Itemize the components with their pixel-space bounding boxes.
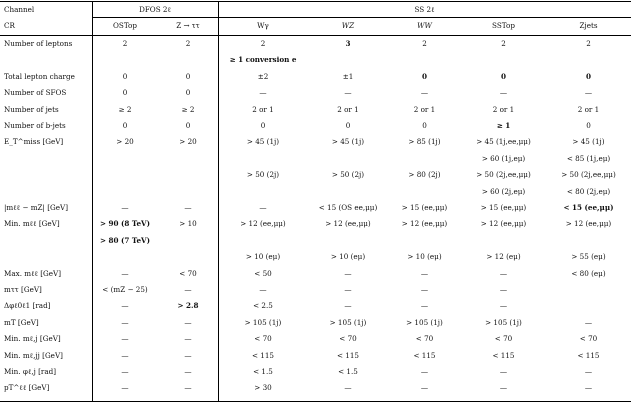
table-cell: — — [184, 285, 192, 294]
table-cell: > 105 (1j) — [329, 317, 367, 327]
table-cell: — — [420, 285, 429, 294]
table-cell: > 12 (ee,μμ) — [401, 219, 448, 229]
table-cell: — — [344, 285, 352, 294]
group-ss: SS 2ℓ — [414, 5, 435, 14]
table-cell: — — [259, 285, 267, 294]
table-cell: < 70 — [179, 268, 197, 278]
table-cell — [546, 233, 631, 249]
row-label: |mℓℓ − mZ| [GeV] — [4, 203, 69, 212]
table-cell: > 80 (7 TeV) — [99, 235, 150, 245]
table-cell — [308, 184, 388, 200]
table-cell: > 10 (eμ) — [407, 252, 442, 262]
table-cell: > 20 — [179, 137, 197, 147]
table-cell: > 15 (ee,μμ) — [401, 203, 448, 212]
table-cell: > 45 (1j) — [331, 137, 365, 147]
col-zjets: Zjets — [579, 21, 598, 31]
cr-label: CR — [4, 21, 15, 31]
table-cell: — — [259, 203, 267, 212]
table-cell: — — [584, 88, 593, 98]
row-label: mττ [GeV] — [4, 285, 42, 294]
table-cell: < 80 (2j,eμ) — [566, 186, 611, 196]
table-cell: — — [499, 301, 508, 311]
table-cell: — — [184, 334, 192, 344]
table-cell: — — [499, 88, 508, 98]
table-cell: > 60 (1j,eμ) — [481, 153, 526, 163]
table-cell: — — [184, 350, 192, 360]
col-ztautau: Z → ττ — [176, 21, 200, 31]
table-cell — [388, 52, 461, 68]
table-cell: — — [184, 203, 192, 212]
table-cell: > 15 (ee,μμ) — [480, 203, 527, 212]
row-label: mT [GeV] — [4, 317, 39, 327]
table-row — [0, 249, 631, 265]
table-cell: — — [344, 383, 352, 393]
table-cell: 2 or 1 — [337, 104, 359, 114]
row-label — [4, 52, 86, 68]
table-cell: ≥ 2 — [181, 104, 195, 114]
table-cell: > 20 — [116, 137, 134, 147]
table-cell: 0 — [421, 71, 427, 81]
table-cell: 0 — [185, 71, 191, 81]
table-cell — [218, 151, 308, 167]
table-cell — [92, 249, 158, 265]
row-label: Max. mℓℓ [GeV] — [4, 268, 62, 278]
table-cell: ≥ 1 conversion e — [229, 55, 297, 65]
table-cell: 0 — [422, 121, 427, 130]
table-cell: — — [584, 367, 593, 376]
row-label: Min. mℓℓ [GeV] — [4, 219, 60, 229]
row-label: pT^ℓℓ [GeV] — [4, 383, 50, 393]
table-cell: < 70 — [579, 334, 598, 344]
row-label: Number of leptons — [4, 39, 73, 48]
row-label: Min. φℓ,j [rad] — [4, 367, 57, 376]
table-cell: — — [420, 301, 429, 311]
table-row — [0, 266, 631, 282]
table-cell: — — [184, 367, 192, 376]
table-row — [0, 216, 631, 232]
table-cell: < 85 (1j,eμ) — [566, 153, 611, 163]
table-cell: — — [344, 301, 352, 311]
table-cell: — — [499, 383, 508, 393]
table-cell — [92, 167, 158, 183]
table-cell: — — [121, 334, 129, 344]
table-row — [0, 184, 631, 200]
table-cell: > 50 (2j) — [246, 170, 280, 180]
col-divider-1 — [92, 1, 93, 401]
table-row — [0, 315, 631, 331]
table-cell: — — [121, 301, 129, 311]
table-cell: — — [121, 350, 129, 360]
table-cell: > 85 (1j) — [408, 137, 441, 147]
table-cell: 0 — [345, 121, 351, 130]
row-label: Number of SFOS — [4, 88, 67, 98]
top-rule — [0, 1, 631, 2]
table-row — [0, 118, 631, 134]
table-row — [0, 134, 631, 150]
table-cell: < 115 — [577, 350, 600, 360]
table-cell: > 55 (eμ) — [571, 252, 606, 262]
table-cell: > 12 (ee,μμ) — [480, 219, 527, 229]
row-label: Number of jets — [4, 104, 59, 114]
table-cell: > 12 (eμ) — [486, 252, 521, 262]
table-cell: 3 — [345, 39, 351, 48]
table-cell — [388, 151, 461, 167]
table-cell: 0 — [586, 121, 591, 130]
row-label: Min. mℓ,jj [GeV] — [4, 350, 63, 360]
table-cell: — — [184, 317, 192, 327]
table-cell: < 2.5 — [253, 301, 273, 311]
table-cell — [546, 282, 631, 298]
table-cell — [218, 233, 308, 249]
table-cell — [92, 184, 158, 200]
table-row — [0, 298, 631, 314]
col-divider-2 — [218, 1, 219, 401]
header-rule — [0, 35, 631, 36]
row-label: Min. mℓ,j [GeV] — [4, 334, 61, 344]
table-cell: > 45 (1j) — [246, 137, 280, 147]
table-cell — [308, 151, 388, 167]
table-cell: > 50 (2j,ee,μμ) — [476, 170, 531, 180]
table-cell: 0 — [260, 121, 266, 130]
table-cell: ±2 — [257, 71, 269, 81]
table-row — [0, 85, 631, 101]
table-cell: 2 — [260, 39, 266, 48]
table-cell — [461, 52, 546, 68]
group-rule — [92, 17, 631, 18]
table-cell: > 60 (2j,eμ) — [481, 186, 526, 196]
row-label: Δφℓ0ℓ1 [rad] — [4, 301, 51, 311]
table-cell: > 105 (1j) — [244, 317, 282, 327]
table-cell: > 30 — [254, 383, 272, 393]
table-cell — [308, 52, 388, 68]
table-cell: 2 — [501, 39, 506, 48]
group-dfos: DFOS 2ℓ — [139, 5, 171, 14]
table-cell: 0 — [185, 88, 191, 98]
table-cell: < 115 — [492, 350, 515, 360]
table-row — [0, 36, 631, 52]
table-cell: < 115 — [251, 350, 275, 360]
table-cell: — — [420, 383, 429, 393]
table-cell: — — [344, 88, 352, 98]
table-row — [0, 200, 631, 216]
table-cell: 2 or 1 — [252, 104, 274, 114]
table-row — [0, 348, 631, 364]
row-label — [4, 184, 86, 200]
table-cell: > 10 (eμ) — [330, 252, 366, 262]
table-cell: — — [121, 383, 129, 393]
header-row-channel — [0, 2, 631, 18]
row-label — [4, 151, 86, 167]
table-cell — [546, 298, 631, 314]
table-cell: > 45 (1j) — [572, 137, 605, 147]
col-wz: WZ — [341, 21, 355, 31]
table-cell: > 105 (1j) — [406, 317, 443, 327]
table-cell: < 1.5 — [338, 367, 358, 376]
table-cell — [308, 233, 388, 249]
table-cell: — — [420, 268, 429, 278]
table-cell: > 105 (1j) — [485, 317, 522, 327]
table-cell: ≥ 2 — [118, 104, 132, 114]
table-cell: — — [584, 317, 593, 327]
row-label: E_T^miss [GeV] — [4, 137, 64, 147]
table-cell — [388, 233, 461, 249]
table-cell: 0 — [500, 71, 506, 81]
table-cell: > 12 (ee,μμ) — [325, 219, 371, 229]
table-cell: > 90 (8 TeV) — [99, 219, 150, 229]
table-cell: 2 — [122, 39, 128, 48]
table-row — [0, 282, 631, 298]
table-cell: 0 — [185, 121, 191, 130]
col-wgamma: Wγ — [257, 21, 269, 31]
table-cell: — — [420, 88, 429, 98]
table-row — [0, 331, 631, 347]
header-row-cr — [0, 18, 631, 34]
table-cell: 2 or 1 — [492, 104, 515, 114]
table-cell: 2 or 1 — [577, 104, 600, 114]
table-cell — [92, 151, 158, 167]
table-cell: — — [121, 317, 129, 327]
table-cell: > 10 (eμ) — [245, 252, 281, 262]
table-cell: 0 — [585, 71, 591, 81]
table-cell: — — [344, 268, 352, 278]
table-cell: < 115 — [336, 350, 360, 360]
table-cell: 0 — [122, 88, 128, 98]
table-cell: > 10 — [179, 219, 197, 229]
row-label: Number of b-jets — [4, 121, 66, 130]
table-cell: — — [184, 383, 192, 393]
table-cell: — — [584, 383, 593, 393]
row-label: Total lepton charge — [4, 71, 75, 81]
table-cell — [218, 184, 308, 200]
table-cell — [158, 249, 218, 265]
table-cell: > 12 (ee,μμ) — [240, 219, 286, 229]
col-ww: WW — [417, 21, 432, 31]
table-cell: > 12 (ee,μμ) — [565, 219, 612, 229]
table-row — [0, 233, 631, 249]
row-label — [4, 233, 86, 249]
table-cell: > 50 (2j) — [331, 170, 365, 180]
table-row — [0, 52, 631, 68]
table-cell: 2 — [185, 39, 191, 48]
table-cell: — — [121, 203, 129, 212]
table-cell: 0 — [122, 71, 128, 81]
table-cell: > 45 (1j,ee,μμ) — [476, 137, 531, 147]
table-cell — [158, 151, 218, 167]
table-cell — [546, 52, 631, 68]
table-cell: 2 or 1 — [413, 104, 436, 114]
table-row — [0, 167, 631, 183]
row-label — [4, 249, 86, 265]
col-sstop: SSTop — [492, 21, 515, 31]
table-cell: ≥ 1 — [496, 121, 511, 130]
table-cell — [158, 167, 218, 183]
table-row — [0, 380, 631, 396]
table-cell: > 50 (2j,ee,μμ) — [561, 170, 616, 180]
table-cell: 0 — [122, 121, 128, 130]
table-cell: > 2.8 — [177, 301, 199, 311]
table-cell: — — [259, 88, 267, 98]
table-cell: < 70 — [415, 334, 434, 344]
table-cell: < 15 (ee,μμ) — [563, 203, 614, 212]
table-cell: — — [121, 367, 129, 376]
col-ostop: OSTop — [113, 21, 137, 31]
table-cell — [158, 233, 218, 249]
table-cell: 2 — [422, 39, 427, 48]
table-cell: < 1.5 — [253, 367, 273, 376]
table-cell: < 50 — [254, 268, 272, 278]
table-cell: — — [121, 268, 129, 278]
table-cell: 2 — [586, 39, 591, 48]
table-cell: < 70 — [494, 334, 513, 344]
row-label — [4, 167, 86, 183]
table-cell — [461, 233, 546, 249]
table-cell: — — [499, 285, 508, 294]
table-cell: < 70 — [339, 334, 357, 344]
channel-label: Channel — [4, 5, 35, 14]
table-cell: — — [499, 268, 508, 278]
table-cell: < 115 — [413, 350, 436, 360]
bottom-rule — [0, 401, 631, 402]
table-row — [0, 69, 631, 85]
table-cell: < 80 (eμ) — [571, 268, 606, 278]
table-cell: > 80 (2j) — [408, 170, 441, 180]
table-cell: < (mZ − 25) — [102, 285, 148, 294]
table-cell — [158, 184, 218, 200]
table-cell — [388, 184, 461, 200]
table-row — [0, 102, 631, 118]
table-cell: — — [420, 367, 429, 376]
table-cell — [158, 52, 218, 68]
table-cell: < 15 (OS ee,μμ) — [318, 203, 378, 212]
table-cell — [92, 52, 158, 68]
table-cell: ±1 — [342, 71, 354, 81]
table-row — [0, 151, 631, 167]
table-cell: < 70 — [254, 334, 272, 344]
table-cell: — — [499, 367, 508, 376]
table-row — [0, 364, 631, 380]
